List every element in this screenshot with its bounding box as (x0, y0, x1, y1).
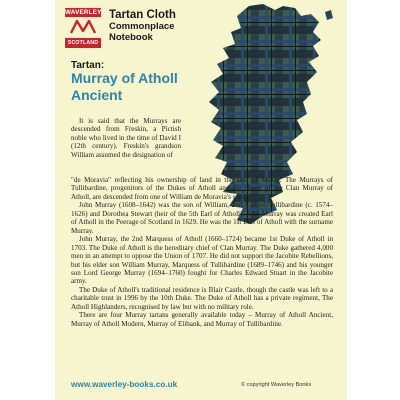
paragraph-3: John Murray, the 2nd Marquess of Atholl (1660–1724) became 1st Duke of Atholl in 1703. The Duke of Atholl is the hereditary chief of Clan Murray. The Duke gathered 4,000 men in an attempt to oppose the Union of 1707. He did not support the Jacobite Rebellions, but his elder son William Murray, Marquess of Tullibardine (1689–1746) and his younger son Lord George Murray (1694–1760) fought for Charles Edward Stuart in the Jacobite army. (71, 235, 333, 286)
paragraph-4: The Duke of Atholl's traditional residence is Blair Castle, though the castle was left to a charitable trust in 1996 by the 10th Duke. The Duke of Atholl has a private regiment, The Atholl Highlanders, recognised by law but with no military role. (71, 285, 333, 311)
product-title-line1: Tartan Cloth (109, 9, 176, 21)
logo-bottom-text: SCOTLAND (65, 38, 101, 48)
tartan-name: Murray of Atholl Ancient (71, 70, 178, 103)
waverley-logo (65, 8, 101, 50)
intro-text: It is said that the Murrays are descended from Freskin, a Pictish noble who lived in the time of David I (12th century). Freskin's grandson William assumed the designation of (71, 117, 181, 159)
product-title-line3: Notebook (109, 32, 153, 43)
intro-paragraph (71, 117, 181, 159)
logo-top-text: WAVERLEY (65, 9, 102, 16)
website-link[interactable]: www.waverley-books.co.uk (71, 380, 178, 389)
paragraph-5: There are four Murray tartans generally available today – Murray of Atholl Ancient, Murray of Atholl Modern, Murray of Elibank, and Murray of Tullibardine. (71, 311, 333, 328)
waverley-logo-icon (65, 17, 101, 38)
tartan-label: Tartan: (71, 60, 105, 71)
product-title-line2: Commonplace (109, 21, 175, 32)
history-text (71, 176, 333, 328)
paragraph-2: John Murray (1608–1642) was the son of William, 2nd Earl of Tullibardine (c. 1574–1626) and Dorothea Stewart (heir of the 5th Earl of Atholl). John Murray was created Earl of Atholl in the Peerage of Scotland in 1629. He was the 1st Earl of Atholl with the surname Murray. (71, 201, 333, 235)
paragraph-1: "de Moravia" reflecting his ownership of land in the area of Moray. The Murrays of Tullibardine, progenitors of the Dukes of Atholl and the chiefs of the Clan Murray of Atholl, are descended from one of William de Moravia's sons. (71, 176, 333, 201)
copyright-notice: © copyright Waverley Books (241, 382, 312, 388)
notebook-cover (55, 0, 347, 400)
